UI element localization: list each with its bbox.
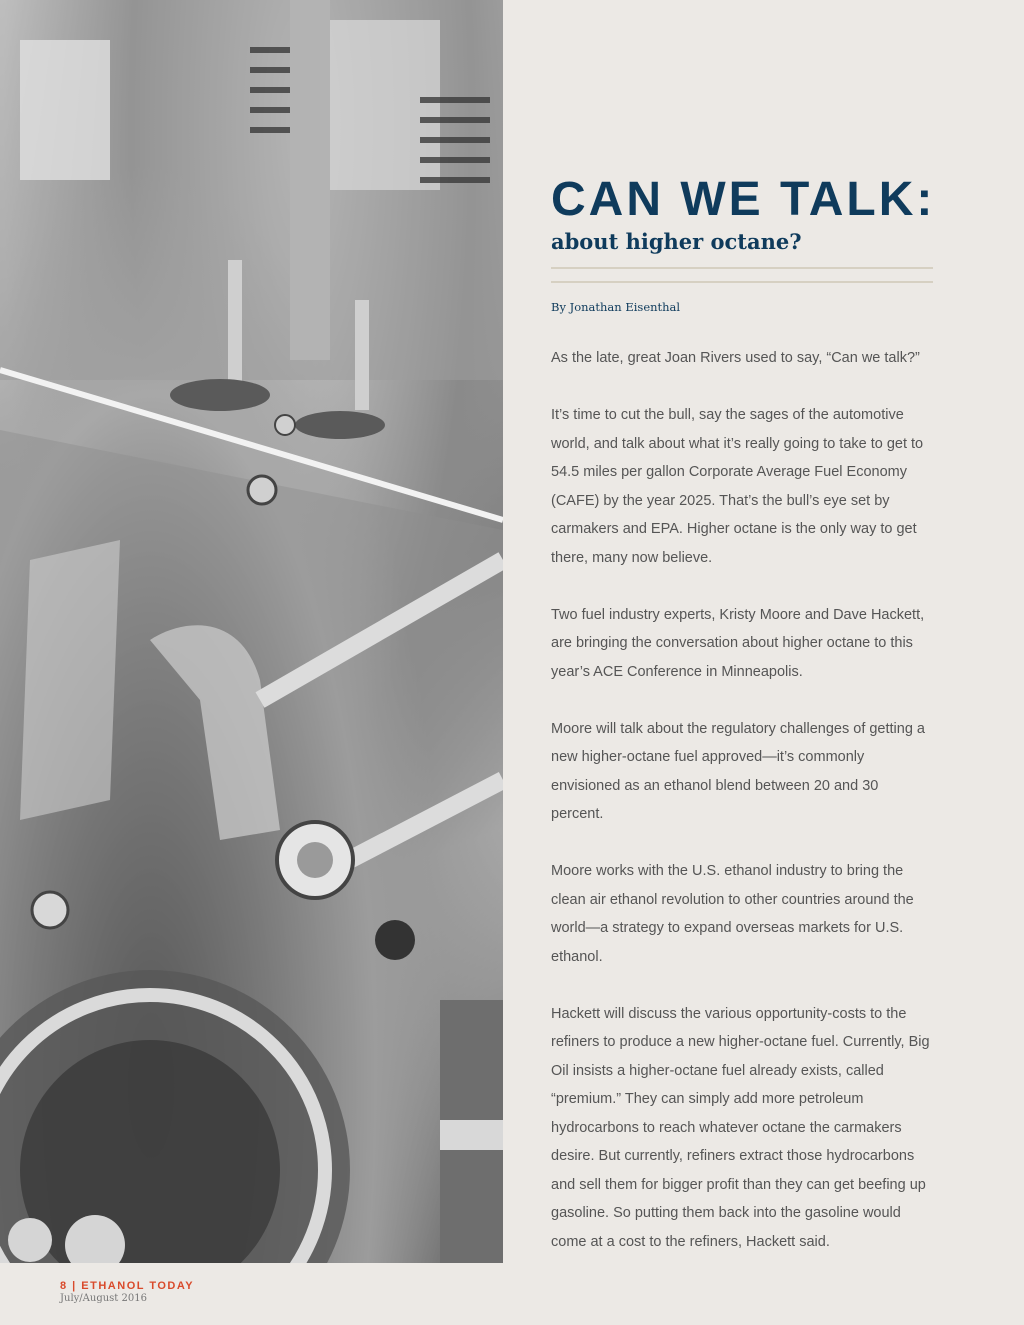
- article-headline: CAN WE TALK:: [551, 173, 936, 226]
- paragraph: It’s time to cut the bull, say the sages of the automotive world, and talk about what it’s really going to take to get to 54.5 miles per gallon Corporate Average Fuel Economy (CAFE) by the year 2025. That’s the bull’s eye set by carmakers and EPA. Higher octane is the only way to get there, many now believe.: [551, 407, 924, 566]
- article-body: [551, 344, 933, 1256]
- paragraph: Two fuel industry experts, Kristy Moore and Dave Hackett, are bringing the conversation about higher octane to this year’s ACE Conference in Minneapolis.: [551, 606, 925, 680]
- byline: By Jonathan Eisenthal: [551, 300, 681, 314]
- folio: 8 | ETHANOL TODAY: [60, 1280, 195, 1292]
- paragraph: Moore will talk about the regulatory challenges of getting a new higher-octane fuel approved—it’s commonly envisioned as an ethanol blend between 20 and 30 percent.: [551, 720, 925, 822]
- engine-photo: [0, 0, 503, 1263]
- paragraph: As the late, great Joan Rivers used to say, “Can we talk?”: [551, 350, 920, 366]
- article: [551, 170, 936, 1285]
- engine-illustration: [0, 0, 503, 1263]
- paragraph: Moore works with the U.S. ethanol industry to bring the clean air ethanol revolution to other countries around the world—a strategy to expand overseas markets for U.S. ethanol.: [551, 863, 914, 965]
- page-footer: [60, 1280, 194, 1304]
- article-subhead: about higher octane?: [551, 229, 802, 254]
- paragraph: Hackett will discuss the various opportunity-costs to the refiners to produce a new higher-octane fuel. Currently, Big Oil insists a higher-octane fuel already exists, called “premium.” They can simply add more petroleum hydrocarbons to reach whatever octane the carmakers desire. But currently, refiners extract those hydrocarbons and sell them for bigger profit than they can get beefing up gasoline. So putting them back into the gasoline would come at a cost to the refiners, Hackett said.: [551, 1005, 930, 1250]
- divider: [551, 267, 933, 269]
- issue-date: July/August 2016: [60, 1293, 147, 1304]
- divider: [551, 281, 933, 283]
